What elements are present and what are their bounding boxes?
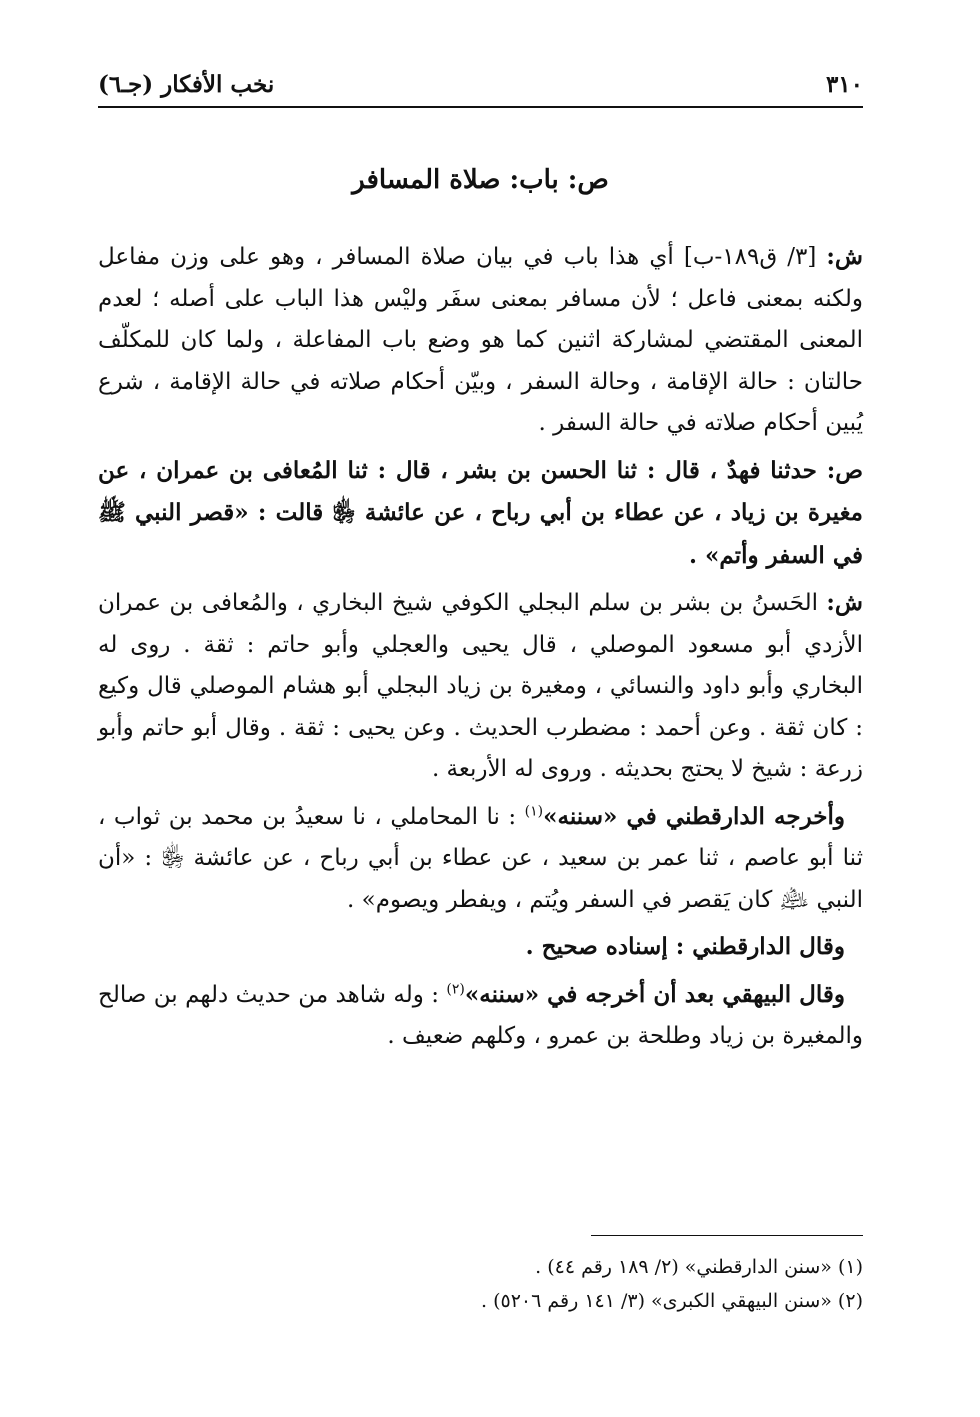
paragraph [98, 236, 863, 445]
text-segment: وأخرجه الدارقطني في «سننه» [543, 802, 845, 830]
paragraph-lead: ش: [826, 589, 863, 616]
paragraph-lead: ش: [826, 243, 863, 270]
footnote: (٢) «سنن البيهقي الكبرى» (٣/ ١٤١ رقم ٥٢٠٦) . [481, 1290, 863, 1312]
text-segment: [٣/ ق١٨٩-ب] أي هذا باب في بيان صلاة المسافر ، وهو على وزن مفاعل ولكنه بمعنى فاعل ؛ لأن مسافر بمعنى سفَر وليْس هذا الباب على أصله ؛ لعدم المعنى المقتضي لمشاركة اثنين كما هو وضع باب المفاعلة ، ولما كان للمكلّف حالتان : حالة الإقامة ، وحالة السفر ، وبيّن أحكام صلاته في حالة الإقامة ، شرع يُبين أحكام صلاته في حالة السفر . [98, 244, 863, 436]
footnotes [98, 1250, 863, 1318]
paragraph [98, 974, 863, 1058]
text-segment: : وله شاهد من حديث دلهم بن صالح والمغيرة بن زياد وطلحة بن عمرو ، وكلهم ضعيف . [98, 981, 863, 1049]
section-title: ص: باب: صلاة المسافر [352, 165, 609, 195]
paragraph [98, 450, 863, 578]
paragraph [98, 582, 863, 791]
paragraph [98, 926, 863, 969]
footnote-reference[interactable]: (١) [524, 802, 544, 819]
running-header [98, 64, 863, 104]
footnote: (١) «سنن الدارقطني» (٢/ ١٨٩ رقم ٤٤) . [535, 1256, 863, 1278]
header-divider [98, 106, 863, 108]
book-page [98, 0, 863, 1417]
paragraph-lead: ص: [826, 456, 863, 484]
page-number: ٣١٠ [825, 70, 863, 98]
paragraph [98, 796, 863, 922]
text-segment: الحَسنُ بن بشر بن سلم البجلي الكوفي شيخ البخاري ، والمُعافى بن عمران الأزدي أبو مسعود الموصلي ، قال يحيى والعجلي وأبو حاتم : ثقة . روى له البخاري وأبو داود والنسائي ، ومغيرة بن زياد البجلي أبو هشام الموصلي قال وكيع : كان ثقة . وعن أحمد : مضطرب الحديث . وعن يحيى : ثقة . وقال أبو حاتم وأبو زرعة : شيخ لا يحتج بحديثه . وروى له الأربعة . [98, 590, 863, 782]
text-segment: : نا المحاملي ، نا سعيدُ بن محمد بن ثواب ، ثنا أبو عاصم ، ثنا عمر بن سعيد ، عن عطاء بن أبي رباح ، عن عائشة ﵂ : «أن النبي ﵇ كان يَقصر في السفر ويُتم ، ويفطر ويصوم» . [98, 803, 863, 913]
main-text [98, 236, 863, 1063]
text-segment: حدثنا فهدٌ ، قال : ثنا الحسن بن بشر ، قال : ثنا المُعافى بن عمران ، عن مغيرة بن زياد ، عن عطاء بن أبي رباح ، عن عائشة ﵂ قالت : «قصر النبي ﷺ في السفر وأتم» . [98, 456, 863, 569]
footnote-divider [591, 1235, 863, 1236]
footnote-reference[interactable]: (٢) [446, 980, 465, 997]
text-segment: وقال الدارقطني : إسناده صحيح . [525, 933, 845, 960]
text-segment: وقال البيهقي بعد أن أخرجه في «سننه» [464, 980, 845, 1008]
book-title: نخب الأفكار (جـ٦) [98, 70, 275, 98]
